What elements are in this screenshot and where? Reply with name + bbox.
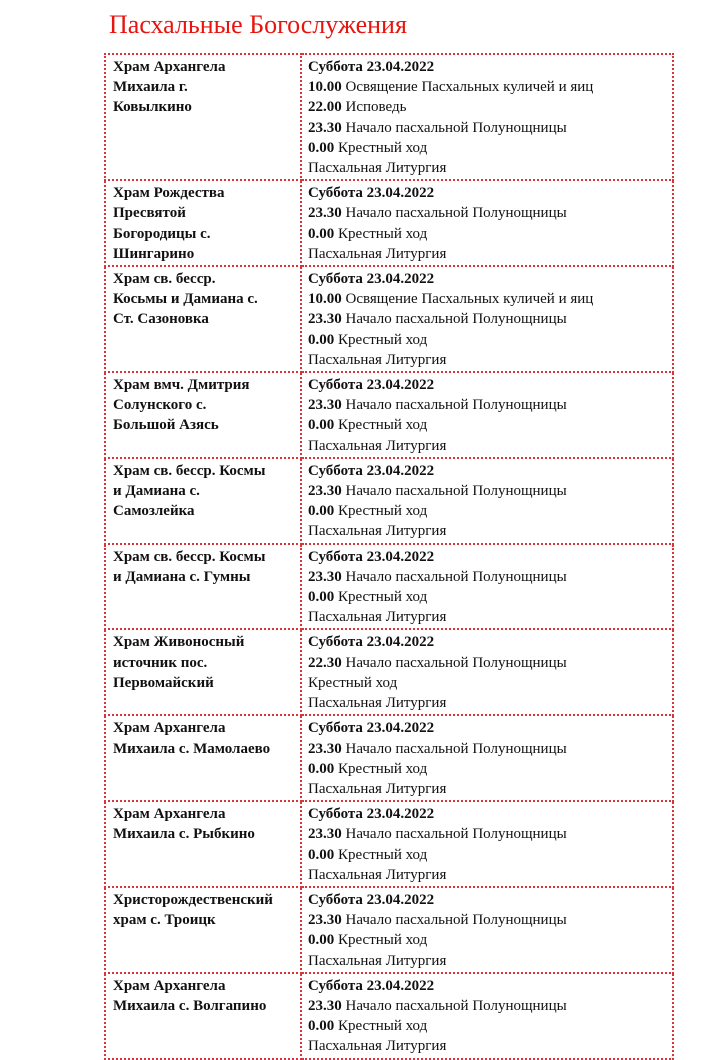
table-row bbox=[105, 458, 673, 544]
service-date: Суббота 23.04.2022 bbox=[308, 891, 435, 908]
schedule-line bbox=[308, 97, 668, 117]
schedule-cell bbox=[301, 887, 673, 973]
service-description: Пасхальная Литургия bbox=[308, 780, 447, 797]
service-time: 0.00 bbox=[308, 932, 335, 949]
service-description: Пасхальная Литургия bbox=[308, 866, 447, 883]
services-table bbox=[104, 53, 674, 1060]
schedule-line bbox=[308, 693, 668, 713]
schedule-line bbox=[308, 501, 668, 521]
church-name-line: Михаила г. bbox=[113, 79, 188, 96]
schedule-line bbox=[308, 244, 668, 264]
table-row bbox=[105, 973, 673, 1059]
table-row bbox=[105, 715, 673, 801]
service-time: 22.30 bbox=[308, 654, 342, 671]
church-name-line: Храм Живоносный bbox=[113, 634, 245, 651]
service-description: Начало пасхальной Полунощницы bbox=[341, 740, 567, 757]
church-name-line: Храм св. бесср. Космы bbox=[113, 548, 266, 565]
church-name-line: Михаила с. Мамолаево bbox=[113, 740, 271, 757]
service-description: Крестный ход bbox=[334, 417, 428, 434]
service-description: Пасхальная Литургия bbox=[308, 245, 447, 262]
schedule-line bbox=[308, 759, 668, 779]
service-time: 10.00 bbox=[308, 79, 342, 96]
church-name-line: Солунского с. bbox=[113, 397, 207, 414]
schedule-line bbox=[308, 77, 668, 97]
schedule-line bbox=[308, 350, 668, 370]
service-time: 23.30 bbox=[308, 311, 342, 328]
schedule-line bbox=[308, 632, 668, 652]
table-row bbox=[105, 801, 673, 887]
schedule-line bbox=[308, 976, 668, 996]
schedule-cell bbox=[301, 801, 673, 887]
schedule-line bbox=[308, 865, 668, 885]
service-description: Освящение Пасхальных куличей и яиц bbox=[341, 291, 594, 308]
church-name-line: Большой Азясь bbox=[113, 417, 219, 434]
church-name-line: Михаила с. Рыбкино bbox=[113, 826, 255, 843]
schedule-line bbox=[308, 309, 668, 329]
service-time: 23.30 bbox=[308, 912, 342, 929]
church-name-line: Храм св. бесср. bbox=[113, 271, 216, 288]
church-name-cell bbox=[105, 458, 301, 544]
table-row bbox=[105, 266, 673, 372]
schedule-cell bbox=[301, 629, 673, 715]
service-time: 10.00 bbox=[308, 291, 342, 308]
service-date: Суббота 23.04.2022 bbox=[308, 271, 435, 288]
service-date: Суббота 23.04.2022 bbox=[308, 377, 435, 394]
church-name-line: Храм Рождества bbox=[113, 185, 225, 202]
service-description: Начало пасхальной Полунощницы bbox=[341, 397, 567, 414]
schedule-cell bbox=[301, 458, 673, 544]
church-name-cell bbox=[105, 801, 301, 887]
schedule-line bbox=[308, 607, 668, 627]
service-description: Пасхальная Литургия bbox=[308, 609, 447, 626]
service-description: Пасхальная Литургия bbox=[308, 523, 447, 540]
schedule-line bbox=[308, 739, 668, 759]
service-time: 0.00 bbox=[308, 589, 335, 606]
schedule-line bbox=[308, 57, 668, 77]
service-time: 23.30 bbox=[308, 740, 342, 757]
service-description: Начало пасхальной Полунощницы bbox=[341, 912, 567, 929]
service-time: 0.00 bbox=[308, 417, 335, 434]
church-name-line: Самозлейка bbox=[113, 503, 195, 520]
schedule-line bbox=[308, 461, 668, 481]
table-row bbox=[105, 180, 673, 266]
service-date: Суббота 23.04.2022 bbox=[308, 634, 435, 651]
schedule-line bbox=[308, 951, 668, 971]
service-description: Начало пасхальной Полунощницы bbox=[341, 311, 567, 328]
service-time: 0.00 bbox=[308, 846, 335, 863]
service-date: Суббота 23.04.2022 bbox=[308, 977, 435, 994]
service-description: Крестный ход bbox=[334, 139, 428, 156]
schedule-line bbox=[308, 436, 668, 456]
table-row bbox=[105, 54, 673, 180]
service-description: Исповедь bbox=[341, 99, 407, 116]
schedule-line bbox=[308, 118, 668, 138]
church-name-line: Храм св. бесср. Космы bbox=[113, 462, 266, 479]
schedule-line bbox=[308, 521, 668, 541]
service-time: 23.30 bbox=[308, 826, 342, 843]
church-name-cell bbox=[105, 372, 301, 458]
services-table-body bbox=[105, 54, 673, 1059]
service-time: 0.00 bbox=[308, 760, 335, 777]
schedule-line bbox=[308, 330, 668, 350]
schedule-cell bbox=[301, 973, 673, 1059]
schedule-cell bbox=[301, 715, 673, 801]
church-name-cell bbox=[105, 973, 301, 1059]
service-description: Крестный ход bbox=[334, 1018, 428, 1035]
church-name-line: храм с. Троицк bbox=[113, 912, 216, 929]
service-description: Крестный ход bbox=[334, 846, 428, 863]
page-title: Пасхальные Богослужения bbox=[109, 10, 407, 39]
service-description: Начало пасхальной Полунощницы bbox=[341, 826, 567, 843]
schedule-line bbox=[308, 587, 668, 607]
schedule-line bbox=[308, 138, 668, 158]
church-name-line: источник пос. bbox=[113, 654, 208, 671]
schedule-line bbox=[308, 415, 668, 435]
service-description: Пасхальная Литургия bbox=[308, 351, 447, 368]
church-name-cell bbox=[105, 180, 301, 266]
church-name-line: Михаила с. Волгапино bbox=[113, 997, 267, 1014]
service-description: Пасхальная Литургия bbox=[308, 695, 447, 712]
service-time: 23.30 bbox=[308, 568, 342, 585]
service-time: 0.00 bbox=[308, 139, 335, 156]
church-name-line: Храм Архангела bbox=[113, 720, 226, 737]
schedule-line bbox=[308, 996, 668, 1016]
service-time: 23.30 bbox=[308, 205, 342, 222]
service-time: 23.30 bbox=[308, 397, 342, 414]
table-row bbox=[105, 629, 673, 715]
schedule-line bbox=[308, 653, 668, 673]
church-name-line: и Дамиана с. bbox=[113, 483, 200, 500]
schedule-line bbox=[308, 890, 668, 910]
service-time: 23.30 bbox=[308, 997, 342, 1014]
church-name-line: Ковылкино bbox=[113, 99, 192, 116]
schedule-line bbox=[308, 158, 668, 178]
service-description: Пасхальная Литургия bbox=[308, 160, 447, 177]
service-description: Крестный ход bbox=[334, 225, 428, 242]
church-name-line: Храм Архангела bbox=[113, 977, 226, 994]
schedule-line bbox=[308, 183, 668, 203]
service-description: Крестный ход bbox=[334, 932, 428, 949]
schedule-line bbox=[308, 269, 668, 289]
service-time: 0.00 bbox=[308, 503, 335, 520]
service-description: Освящение Пасхальных куличей и яиц bbox=[341, 79, 594, 96]
service-date: Суббота 23.04.2022 bbox=[308, 548, 435, 565]
church-name-cell bbox=[105, 629, 301, 715]
church-name-cell bbox=[105, 544, 301, 630]
service-description: Крестный ход bbox=[334, 760, 428, 777]
schedule-cell bbox=[301, 544, 673, 630]
table-row bbox=[105, 887, 673, 973]
schedule-cell bbox=[301, 180, 673, 266]
service-description: Начало пасхальной Полунощницы bbox=[341, 205, 567, 222]
service-description: Начало пасхальной Полунощницы bbox=[341, 654, 567, 671]
church-name-line: и Дамиана с. Гумны bbox=[113, 568, 251, 585]
schedule-line bbox=[308, 673, 668, 693]
church-name-cell bbox=[105, 54, 301, 180]
schedule-line bbox=[308, 547, 668, 567]
schedule-line bbox=[308, 824, 668, 844]
schedule-line bbox=[308, 910, 668, 930]
schedule-line bbox=[308, 203, 668, 223]
table-row bbox=[105, 372, 673, 458]
schedule-line bbox=[308, 779, 668, 799]
church-name-line: Храм Архангела bbox=[113, 59, 226, 75]
service-date: Суббота 23.04.2022 bbox=[308, 462, 435, 479]
service-time: 0.00 bbox=[308, 331, 335, 348]
service-description: Пасхальная Литургия bbox=[308, 1038, 447, 1055]
service-date: Суббота 23.04.2022 bbox=[308, 185, 435, 202]
schedule-line bbox=[308, 1016, 668, 1036]
schedule-cell bbox=[301, 54, 673, 180]
church-name-line: Христорождественский bbox=[113, 891, 273, 908]
service-description: Начало пасхальной Полунощницы bbox=[341, 997, 567, 1014]
service-description: Начало пасхальной Полунощницы bbox=[341, 568, 567, 585]
service-description: Пасхальная Литургия bbox=[308, 952, 447, 969]
service-time: 0.00 bbox=[308, 225, 335, 242]
church-name-line: Косьмы и Дамиана с. bbox=[113, 291, 258, 308]
schedule-line bbox=[308, 375, 668, 395]
service-date: Суббота 23.04.2022 bbox=[308, 806, 435, 823]
church-name-line: Первомайский bbox=[113, 674, 214, 691]
service-description: Пасхальная Литургия bbox=[308, 437, 447, 454]
church-name-cell bbox=[105, 715, 301, 801]
schedule-cell bbox=[301, 266, 673, 372]
church-name-line: Пресвятой bbox=[113, 205, 186, 222]
service-description: Начало пасхальной Полунощницы bbox=[341, 483, 567, 500]
schedule-line bbox=[308, 567, 668, 587]
schedule-line bbox=[308, 481, 668, 501]
table-row bbox=[105, 544, 673, 630]
church-name-line: Богородицы с. bbox=[113, 225, 211, 242]
church-name-line: Храм Архангела bbox=[113, 806, 226, 823]
service-date: Суббота 23.04.2022 bbox=[308, 720, 435, 737]
service-description: Крестный ход bbox=[334, 503, 428, 520]
service-description: Крестный ход bbox=[308, 674, 398, 691]
service-time: 23.30 bbox=[308, 119, 342, 136]
service-description: Крестный ход bbox=[334, 331, 428, 348]
schedule-line bbox=[308, 718, 668, 738]
service-description: Крестный ход bbox=[334, 589, 428, 606]
church-name-line: Храм вмч. Дмитрия bbox=[113, 377, 250, 394]
church-name-line: Шингарино bbox=[113, 245, 195, 262]
church-name-cell bbox=[105, 266, 301, 372]
schedule-cell bbox=[301, 372, 673, 458]
church-name-cell bbox=[105, 887, 301, 973]
schedule-line bbox=[308, 804, 668, 824]
service-date: Суббота 23.04.2022 bbox=[308, 59, 435, 75]
schedule-line bbox=[308, 395, 668, 415]
schedule-line bbox=[308, 224, 668, 244]
church-name-line: Ст. Сазоновка bbox=[113, 311, 209, 328]
service-description: Начало пасхальной Полунощницы bbox=[341, 119, 567, 136]
service-time: 23.30 bbox=[308, 483, 342, 500]
schedule-line bbox=[308, 1036, 668, 1056]
service-time: 22.00 bbox=[308, 99, 342, 116]
schedule-line bbox=[308, 930, 668, 950]
schedule-line bbox=[308, 845, 668, 865]
schedule-line bbox=[308, 289, 668, 309]
service-time: 0.00 bbox=[308, 1018, 335, 1035]
